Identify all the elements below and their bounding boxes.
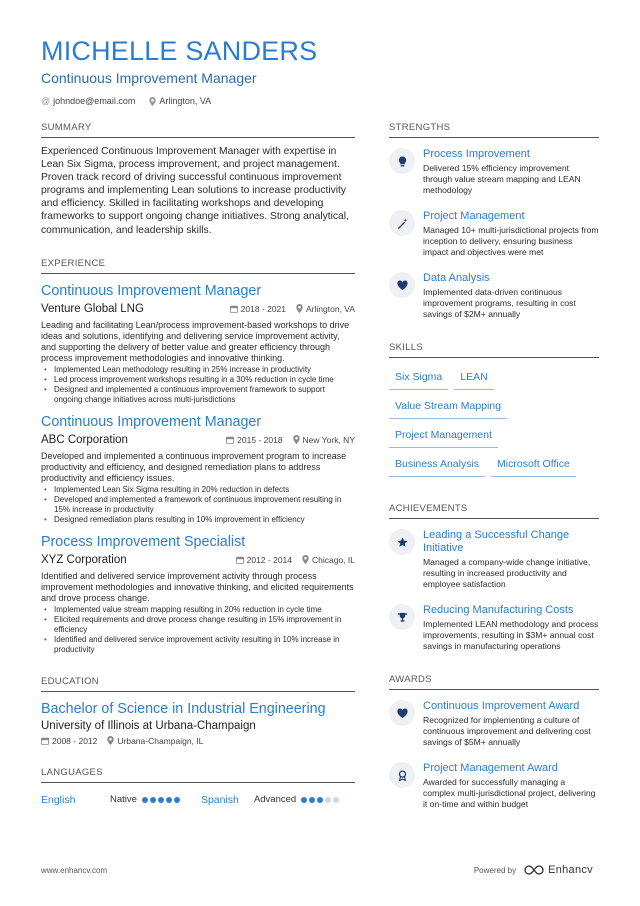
at-sign-icon: @ (41, 96, 51, 106)
contact-location (149, 95, 211, 107)
summary-section-title: SUMMARY (41, 122, 355, 138)
footer-website[interactable]: www.enhancv.com (41, 865, 108, 875)
skill-tag: Six Sigma (389, 365, 448, 390)
experience-section-title: EXPERIENCE (41, 258, 355, 274)
experience-bullet: • Developed and implemented a framework of continuous improvement resulting in 15% increase in productivity (41, 495, 355, 515)
location-pin-icon (149, 97, 156, 106)
strength-title: Process Improvement (423, 148, 530, 160)
achievement-title: Reducing Manufacturing Costs (423, 604, 574, 616)
experience-bullet: • Elicited requirements and drove process change resulting in 15% improvement in efficiency (41, 615, 355, 635)
language-name: English (41, 793, 76, 806)
award-title: Project Management Award (423, 762, 558, 774)
experience-dates: 2012 - 2014 (246, 554, 292, 565)
strength-title: Data Analysis (423, 272, 490, 284)
lightbulb-icon (389, 148, 415, 174)
experience-bullet: • Designed remediation plans resulting in 10% improvement in efficiency (41, 515, 355, 525)
proficiency-dot-filled (301, 797, 307, 803)
experience-description: Developed and implemented a continuous improvement program to increase productivity and efficiency, and designed remediation plans to address productivity and efficiency issues. (41, 450, 347, 483)
brand-text: Enhancv (548, 864, 593, 876)
powered-by-text: Powered by (473, 865, 517, 875)
award-title: Continuous Improvement Award (423, 700, 580, 712)
summary-text: Experienced Continuous Improvement Manager with expertise in Lean Six Sigma, process improvement, and project management. Proven track record of driving successful continuous improvement programs and implementing Lean solutions to increase productivity and efficiency. Skilled in facilitating workshops and developing frameworks to support ongoing change initiatives. Strong analytical, communication, and leadership skills. (41, 146, 349, 236)
email-text: johndoe@email.com (53, 96, 136, 106)
location-pin-icon (293, 435, 300, 444)
education-school: University of Illinois at Urbana-Champaign (41, 719, 256, 732)
page-footer (41, 864, 593, 876)
strength-desc: Implemented data-driven continuous improvement programs, resulting in cost savings of $2M+ annually (423, 287, 576, 319)
languages-section-title: LANGUAGES (41, 767, 355, 783)
proficiency-dot-filled (150, 797, 156, 803)
experience-company: Venture Global LNG (41, 302, 144, 315)
experience-item (41, 283, 355, 405)
proficiency-dot-filled (158, 797, 164, 803)
awards-section-title: AWARDS (389, 674, 599, 690)
location-pin-icon (296, 304, 303, 313)
education-meta (41, 736, 355, 746)
experience-location: Arlington, VA (306, 303, 355, 314)
language-level: Advanced (253, 793, 297, 805)
experience-role: Continuous Improvement Manager (41, 413, 262, 430)
star-icon (389, 529, 415, 555)
strength-item (389, 210, 599, 258)
skill-tag: LEAN (454, 365, 493, 390)
education-section-title: EDUCATION (41, 676, 355, 692)
proficiency-dot-filled (142, 797, 148, 803)
heart-icon (389, 700, 415, 726)
skill-tag: Business Analysis (389, 452, 485, 477)
experience-description: Identified and delivered service improvement activity through process improvement methodologies and innovative thinking, and elicited requirements and drove process change. (41, 570, 354, 603)
contact-info (41, 95, 601, 107)
right-column (389, 122, 599, 810)
contact-email[interactable] (41, 95, 135, 107)
experience-dates: 2015 - 2018 (237, 434, 283, 445)
award-item (389, 762, 599, 810)
achievement-desc: Managed a company-wide change initiative, resulting in increased productivity and employee satisfaction (423, 557, 591, 589)
experience-company: ABC Corporation (41, 433, 128, 446)
skill-tag: Project Management (389, 423, 498, 448)
powered-by (474, 864, 593, 876)
strengths-section-title: STRENGTHS (389, 122, 599, 138)
achievement-item (389, 529, 599, 590)
proficiency-dot-empty (333, 797, 339, 803)
experience-bullet: • Designed and implemented a continuous improvement framework to support ongoing change initiatives across multi-jurisdictions (41, 385, 355, 405)
candidate-name: MICHELLE SANDERS (41, 36, 318, 66)
experience-description: Leading and facilitating Lean/process improvement-based workshops to drive ideas and solutions, identifying and delivering service improvement activity, and supporting the delivery of better value and greater efficiency through process improvement methodologies and innovative thinking. (41, 319, 350, 363)
experience-role: Process Improvement Specialist (41, 533, 246, 550)
magic-wand-icon (389, 210, 415, 236)
strength-item (389, 272, 599, 320)
skills-list (389, 365, 599, 481)
skill-tag: Value Stream Mapping (389, 394, 507, 419)
candidate-role: Continuous Improvement Manager (41, 70, 257, 86)
enhancv-logo-icon (524, 865, 544, 875)
experience-bullet: • Led process improvement workshops resulting in a 30% reduction in cycle time (41, 375, 355, 385)
calendar-icon (230, 305, 238, 313)
strength-item (389, 148, 599, 196)
award-desc: Recognized for implementing a culture of continuous improvement and delivering cost savings of $5M+ annually (423, 715, 591, 747)
education-degree: Bachelor of Science in Industrial Engineering (41, 700, 326, 717)
location-pin-icon (302, 555, 309, 564)
calendar-icon (236, 556, 244, 564)
left-column (41, 122, 355, 807)
heart-icon (389, 272, 415, 298)
medal-icon (389, 762, 415, 788)
languages-list (41, 793, 355, 807)
achievements-section-title: ACHIEVEMENTS (389, 503, 599, 519)
achievement-item (389, 604, 599, 652)
award-desc: Awarded for successfully managing a complex multi-jurisdictional project, delivering it on-time and within budget (423, 777, 596, 809)
experience-item (41, 534, 355, 655)
skills-section-title: SKILLS (389, 342, 599, 358)
experience-dates: 2018 - 2021 (240, 303, 287, 314)
experience-bullet: • Implemented Lean Six Sigma resulting in 20% reduction in defects (41, 485, 355, 495)
location-pin-icon (107, 736, 114, 745)
strength-desc: Delivered 15% efficiency improvement through value stream mapping and LEAN methodology (423, 163, 581, 195)
experience-role: Continuous Improvement Manager (41, 282, 262, 299)
language-level: Native (110, 793, 137, 805)
enhancv-logo[interactable] (524, 864, 593, 876)
location-text: Arlington, VA (159, 96, 212, 106)
calendar-icon (41, 737, 49, 745)
experience-location: New York, NY (302, 434, 355, 445)
language-dots-spanish (301, 797, 339, 803)
achievement-desc: Implemented LEAN methodology and process improvements, resulting in $3M+ annual cost savings in manufacturing operations (423, 619, 599, 651)
skill-tag: Microsoft Office (491, 452, 576, 477)
language-name: Spanish (200, 793, 239, 806)
proficiency-dot-filled (174, 797, 180, 803)
proficiency-dot-filled (166, 797, 172, 803)
experience-bullet: • Implemented Lean methodology resulting in 25% increase in productivity (41, 365, 355, 375)
experience-item (41, 414, 355, 525)
experience-bullet: • Implemented value stream mapping resulting in 20% reduction in cycle time (41, 605, 355, 615)
achievement-title: Leading a Successful Change Initiative (423, 529, 570, 554)
trophy-icon (389, 604, 415, 630)
proficiency-dot-filled (309, 797, 315, 803)
strength-desc: Managed 10+ multi-jurisdictional projects from inception to delivery, ensuring business impact and objectives were met (423, 225, 599, 257)
award-item (389, 700, 599, 748)
education-dates: 2008 - 2012 (52, 735, 98, 746)
proficiency-dot-filled (317, 797, 323, 803)
calendar-icon (226, 436, 234, 444)
language-dots-english (142, 797, 180, 803)
experience-location: Chicago, IL (312, 554, 355, 565)
experience-bullet: • Identified and delivered service improvement activity resulting in 10% increase in productivity (41, 635, 355, 655)
proficiency-dot-empty (325, 797, 331, 803)
experience-company: XYZ Corporation (41, 553, 127, 566)
strength-title: Project Management (423, 210, 525, 222)
education-location: Urbana-Champaign, IL (117, 735, 204, 746)
resume-header (41, 36, 601, 107)
